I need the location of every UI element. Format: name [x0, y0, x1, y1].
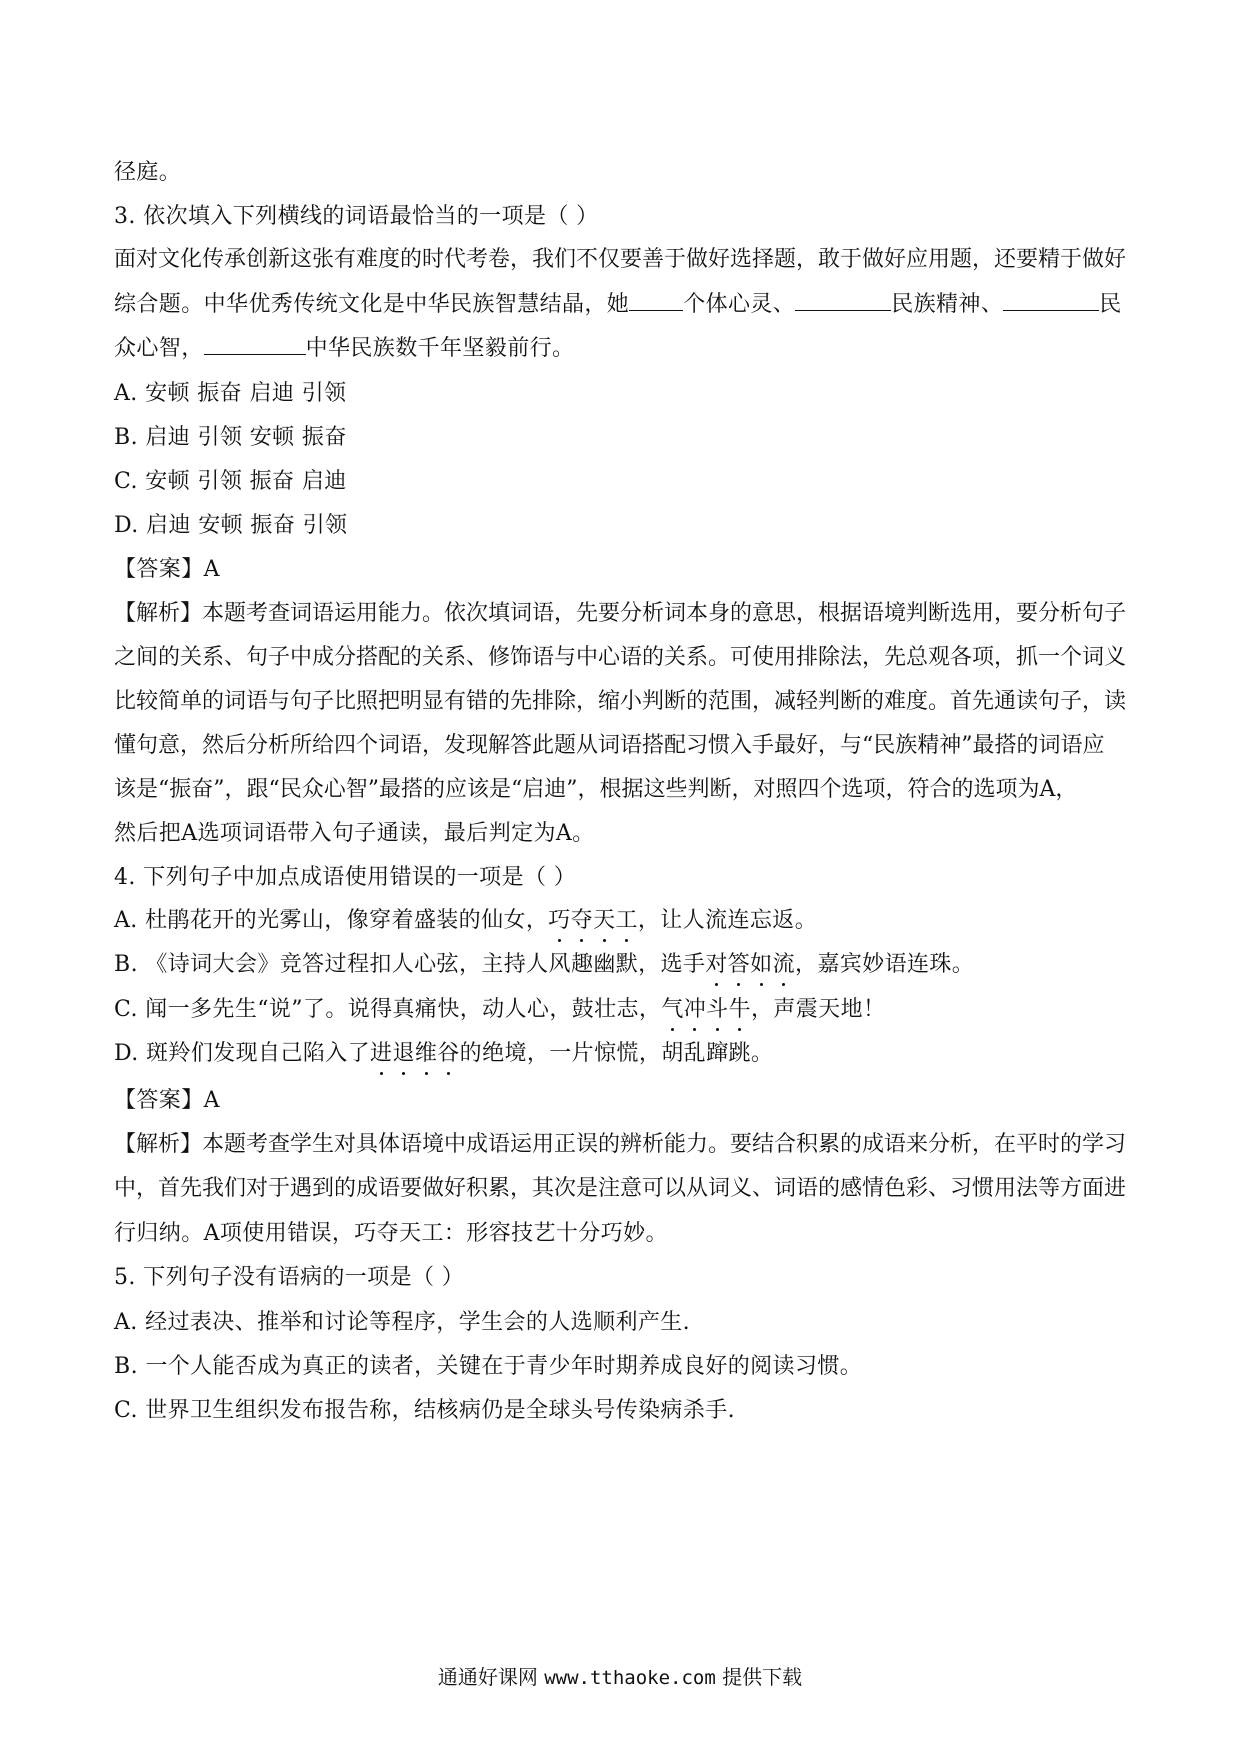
- answer: 【答案】A: [114, 557, 220, 582]
- option-a: A. 安顿 振奋 启迪 引领: [114, 381, 347, 406]
- dotted-char: 如: [750, 950, 772, 980]
- explanation-line: 行归纳。A项使用错误，巧夺天工：形容技艺十分巧妙。: [114, 1221, 668, 1246]
- page-footer: [0, 1663, 1240, 1692]
- dotted-idiom: [370, 1041, 460, 1066]
- dotted-char: 斗: [706, 995, 728, 1025]
- dotted-char: 答: [728, 950, 750, 980]
- dotted-char: 谷: [437, 1039, 459, 1069]
- text-line: 径庭。: [114, 160, 182, 185]
- fill-blank-2: [795, 290, 891, 311]
- fill-blank-3: [1003, 290, 1099, 311]
- option-c: C. 世界卫生组织发布报告称，结核病仍是全球头号传染病杀手.: [114, 1398, 736, 1423]
- question-3-passage: 面对文化传承创新这张有难度的时代考卷，我们不仅要善于做好选择题，敢于做好应用题，还要精于做好: [114, 247, 1127, 272]
- footer-site-name: 通通好课网: [437, 1665, 538, 1689]
- passage-text: 个体心灵、: [683, 292, 796, 317]
- dotted-char: 工: [616, 906, 638, 936]
- option-b: B. 启迪 引领 安顿 振奋: [114, 425, 347, 450]
- fill-blank-4: [204, 334, 306, 355]
- dotted-char: 冲: [684, 995, 706, 1025]
- question-4-stem: 4. 下列句子中加点成语使用错误的一项是（ ）: [114, 865, 577, 890]
- option-text: 的绝境，一片惊慌，胡乱蹿跳。: [459, 1041, 774, 1066]
- dotted-idiom: [661, 997, 751, 1022]
- dotted-char: 进: [370, 1039, 392, 1069]
- explanation-line: 该是“振奋”，跟“民众心智”最搭的应该是“启迪”，根据这些判断，对照四个选项，符合的选项为A，: [114, 777, 1078, 802]
- footer-suffix: 提供下载: [722, 1665, 803, 1689]
- option-text: ，让人流连忘返。: [637, 908, 818, 933]
- dotted-char: 维: [415, 1039, 437, 1069]
- dotted-char: 流: [773, 950, 795, 980]
- passage-text: 中华民族数千年坚毅前行。: [305, 336, 575, 361]
- answer: 【答案】A: [114, 1088, 220, 1113]
- dotted-idiom: [548, 908, 638, 933]
- passage-text: 民族精神、: [891, 292, 1004, 317]
- option-d: D. 启迪 安顿 振奋 引领: [114, 513, 348, 538]
- option-text: ，声震天地！: [750, 997, 886, 1022]
- option-a: A. 经过表决、推举和讨论等程序，学生会的人选顺利产生.: [114, 1310, 691, 1335]
- explanation-line: 懂句意，然后分析所给四个词语，发现解答此题从词语搭配习惯入手最好，与“民族精神”最搭的词语应: [114, 733, 1105, 758]
- question-5-stem: 5. 下列句子没有语病的一项是（ ）: [114, 1265, 465, 1290]
- option-c: [114, 995, 1134, 1025]
- dotted-char: 对: [705, 950, 727, 980]
- option-text: D. 斑羚们发现自己陷入了: [114, 1041, 371, 1066]
- dotted-char: 夺: [571, 906, 593, 936]
- option-text: C. 闻一多先生“说”了。说得真痛快，动人心，鼓壮志，: [114, 997, 662, 1022]
- dotted-idiom: [705, 952, 795, 977]
- passage-text: 民: [1099, 292, 1122, 317]
- explanation-line: 之间的关系、句子中成分搭配的关系、修饰语与中心语的关系。可使用排除法，先总观各项，抓一个词义: [114, 645, 1127, 670]
- question-3-passage: [114, 334, 1134, 364]
- question-3-passage: [114, 290, 1134, 320]
- explanation-line: 【解析】本题考查词语运用能力。依次填词语，先要分析词本身的意思，根据语境判断选用，要分析句子: [114, 601, 1127, 626]
- explanation-line: 中，首先我们对于遇到的成语要做好积累，其次是注意可以从词义、词语的感情色彩、习惯用法等方面进: [114, 1176, 1127, 1201]
- dotted-char: 牛: [729, 995, 751, 1025]
- fill-blank-1: [629, 290, 683, 311]
- option-a: [114, 906, 1134, 936]
- passage-text: 众心智，: [114, 336, 204, 361]
- option-b: [114, 950, 1134, 980]
- explanation-line: 比较简单的词语与句子比照把明显有错的先排除，缩小判断的范围，减轻判断的难度。首先通读句子，读: [114, 689, 1127, 714]
- option-d: [114, 1039, 1134, 1069]
- option-text: ，嘉宾妙语连珠。: [794, 952, 975, 977]
- dotted-char: 天: [593, 906, 615, 936]
- passage-text: 综合题。中华优秀传统文化是中华民族智慧结晶，她: [114, 292, 630, 317]
- footer-url: www.tthaoke.com: [544, 1667, 716, 1689]
- explanation-line: 然后把A选项词语带入句子通读，最后判定为A。: [114, 821, 595, 846]
- option-text: A. 杜鹃花开的光雾山，像穿着盛装的仙女，: [114, 908, 549, 933]
- dotted-char: 退: [392, 1039, 414, 1069]
- explanation-line: 【解析】本题考查学生对具体语境中成语运用正误的辨析能力。要结合积累的成语来分析，在平时的学习: [114, 1132, 1127, 1157]
- option-b: B. 一个人能否成为真正的读者，关键在于青少年时期养成良好的阅读习惯。: [114, 1354, 863, 1379]
- question-3-stem: 3. 依次填入下列横线的词语最恰当的一项是（ ）: [114, 204, 599, 229]
- dotted-char: 巧: [548, 906, 570, 936]
- option-c: C. 安顿 引领 振奋 启迪: [114, 469, 347, 494]
- dotted-char: 气: [661, 995, 683, 1025]
- option-text: B. 《诗词大会》竞答过程扣人心弦，主持人风趣幽默，选手: [114, 952, 706, 977]
